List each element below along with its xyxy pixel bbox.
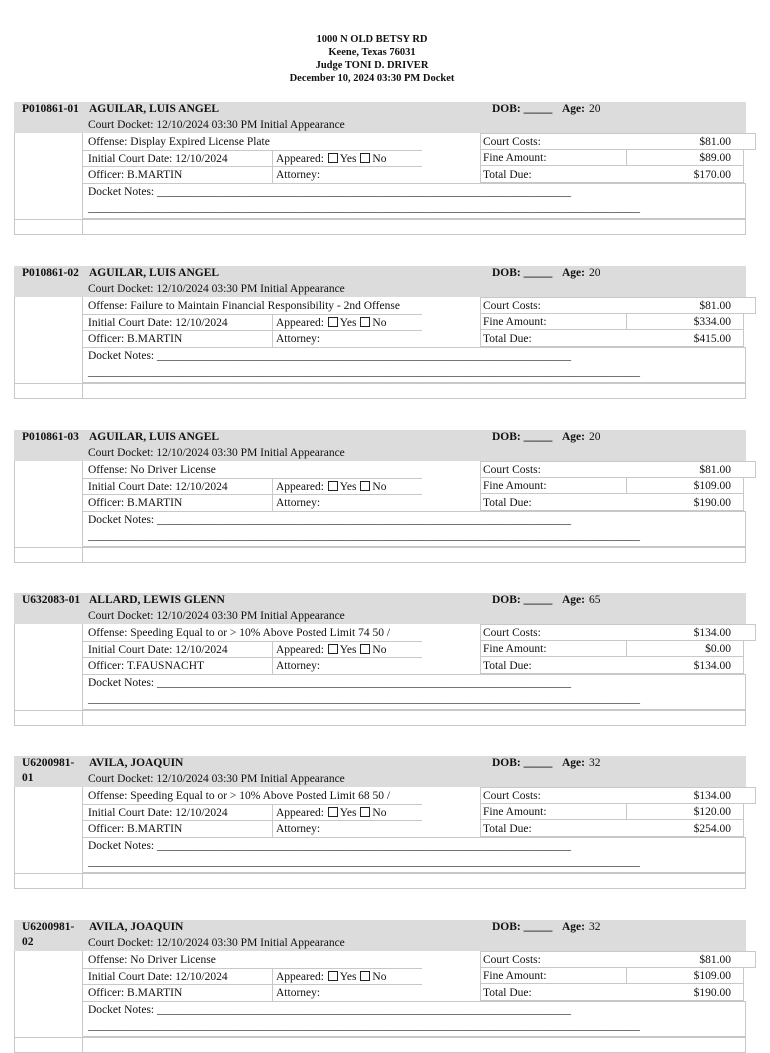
- appeared-no-checkbox[interactable]: [360, 807, 370, 817]
- appeared-label: Appeared:: [276, 481, 324, 493]
- case-block: [14, 102, 746, 235]
- docket-notes-label: Docket Notes: ________________________________________________________________________: [88, 514, 571, 526]
- appeared-no-checkbox[interactable]: [360, 971, 370, 981]
- no-label: No: [372, 971, 387, 983]
- appeared-field: [276, 970, 386, 984]
- appeared-no-checkbox[interactable]: [360, 317, 370, 327]
- fine-amount-label: Fine Amount:: [483, 152, 547, 164]
- col-divider: [272, 151, 273, 183]
- col-divider: [272, 642, 273, 674]
- appeared-label: Appeared:: [276, 644, 324, 656]
- age-value: 32: [589, 757, 601, 769]
- appeared-field: [276, 643, 386, 657]
- offense: Offense: No Driver License: [88, 464, 216, 476]
- appeared-yes-checkbox[interactable]: [328, 153, 338, 163]
- case-footer-row: [14, 219, 746, 235]
- defendant-name: AVILA, JOAQUIN: [89, 921, 184, 933]
- fine-amount-value: $120.00: [693, 806, 731, 818]
- docket-date: December 10, 2024 03:30 PM Docket: [289, 73, 455, 84]
- left-border: [14, 951, 15, 1038]
- docket-header: [0, 33, 744, 85]
- appeared-no-checkbox[interactable]: [360, 153, 370, 163]
- officer: Officer: B.MARTIN: [88, 823, 183, 835]
- court-costs-label: Court Costs:: [483, 954, 541, 966]
- col-divider: [272, 315, 273, 347]
- col-divider: [626, 149, 627, 166]
- row-divider: [82, 494, 422, 495]
- fine-amount-label: Fine Amount:: [483, 316, 547, 328]
- yes-label: Yes: [339, 807, 357, 819]
- age-label: Age:: [562, 103, 585, 115]
- total-due-label: Total Due:: [483, 497, 532, 509]
- age-value: 20: [589, 267, 601, 279]
- row-divider: [82, 657, 422, 658]
- no-label: No: [372, 644, 387, 656]
- docket-notes-label: Docket Notes: ________________________________________________________________________: [88, 677, 571, 689]
- appeared-label: Appeared:: [276, 807, 324, 819]
- attorney-label: Attorney:: [276, 987, 321, 999]
- yes-label: Yes: [339, 971, 357, 983]
- row-divider: [82, 150, 422, 151]
- row-divider: [82, 820, 422, 821]
- appeared-label: Appeared:: [276, 153, 324, 165]
- court-docket: Court Docket: 12/10/2024 03:30 PM Initial Appearance: [88, 283, 345, 295]
- col-divider: [82, 383, 83, 399]
- court-address: 1000 N OLD BETSY RD: [316, 34, 428, 45]
- appeared-label: Appeared:: [276, 971, 324, 983]
- row-divider: [82, 641, 422, 642]
- fine-amount-value: $89.00: [699, 152, 731, 164]
- court-costs-label: Court Costs:: [483, 464, 541, 476]
- row-divider: [82, 804, 422, 805]
- col-divider: [626, 803, 627, 820]
- age-value: 65: [589, 594, 601, 606]
- docket-notes-line: ________________________________________________________________________________________________: [88, 693, 640, 705]
- col-divider: [626, 967, 627, 984]
- attorney-label: Attorney:: [276, 660, 321, 672]
- docket-number: P010861-01: [22, 103, 79, 115]
- dob-label: DOB: _____: [492, 757, 553, 769]
- appeared-field: [276, 480, 386, 494]
- court-docket: Court Docket: 12/10/2024 03:30 PM Initial Appearance: [88, 773, 345, 785]
- fine-amount-label: Fine Amount:: [483, 806, 547, 818]
- officer: Officer: B.MARTIN: [88, 987, 183, 999]
- court-costs-value: $134.00: [693, 790, 731, 802]
- court-costs-value: $81.00: [699, 464, 731, 476]
- docket-notes-line: ________________________________________________________________________________________________: [88, 856, 640, 868]
- col-divider: [272, 969, 273, 1001]
- appeared-yes-checkbox[interactable]: [328, 481, 338, 491]
- dob-label: DOB: _____: [492, 921, 553, 933]
- total-due-label: Total Due:: [483, 987, 532, 999]
- appeared-field: [276, 806, 386, 820]
- fine-amount-label: Fine Amount:: [483, 480, 547, 492]
- docket-number: U6200981-01: [22, 757, 75, 784]
- case-block: [14, 266, 746, 399]
- offense: Offense: Failure to Maintain Financial Responsibility - 2nd Offense: [88, 300, 400, 312]
- no-label: No: [372, 481, 387, 493]
- yes-label: Yes: [339, 317, 357, 329]
- judge-name: Judge TONI D. DRIVER: [315, 60, 429, 71]
- case-block: [14, 593, 746, 726]
- total-due-label: Total Due:: [483, 333, 532, 345]
- appeared-label: Appeared:: [276, 317, 324, 329]
- left-border: [14, 133, 15, 220]
- initial-court-date: Initial Court Date: 12/10/2024: [88, 317, 228, 329]
- age-label: Age:: [562, 267, 585, 279]
- docket-notes-line: ________________________________________________________________________________________________: [88, 366, 640, 378]
- case-block: [14, 756, 746, 889]
- col-divider: [82, 710, 83, 726]
- officer: Officer: B.MARTIN: [88, 333, 183, 345]
- docket-notes-line: ________________________________________________________________________________________________: [88, 1020, 640, 1032]
- appeared-yes-checkbox[interactable]: [328, 644, 338, 654]
- offense: Offense: No Driver License: [88, 954, 216, 966]
- attorney-label: Attorney:: [276, 823, 321, 835]
- initial-court-date: Initial Court Date: 12/10/2024: [88, 481, 228, 493]
- officer: Officer: T.FAUSNACHT: [88, 660, 205, 672]
- defendant-name: AVILA, JOAQUIN: [89, 757, 184, 769]
- age-value: 20: [589, 431, 601, 443]
- row-divider: [82, 330, 422, 331]
- no-label: No: [372, 807, 387, 819]
- case-footer-row: [14, 873, 746, 889]
- court-costs-value: $81.00: [699, 300, 731, 312]
- docket-notes-line: ________________________________________________________________________________________________: [88, 202, 640, 214]
- left-border: [14, 787, 15, 874]
- row-divider: [82, 166, 422, 167]
- yes-label: Yes: [339, 481, 357, 493]
- col-divider: [82, 1037, 83, 1053]
- age-value: 20: [589, 103, 601, 115]
- docket-number: P010861-03: [22, 431, 79, 443]
- col-divider: [82, 219, 83, 235]
- row-divider: [82, 968, 422, 969]
- court-docket: Court Docket: 12/10/2024 03:30 PM Initial Appearance: [88, 937, 345, 949]
- total-due-value: $415.00: [693, 333, 731, 345]
- initial-court-date: Initial Court Date: 12/10/2024: [88, 153, 228, 165]
- col-divider: [272, 805, 273, 837]
- total-due-label: Total Due:: [483, 169, 532, 181]
- col-divider: [82, 873, 83, 889]
- officer: Officer: B.MARTIN: [88, 169, 183, 181]
- row-divider: [82, 478, 422, 479]
- total-due-value: $190.00: [693, 497, 731, 509]
- left-border: [14, 461, 15, 548]
- dob-label: DOB: _____: [492, 267, 553, 279]
- case-block: [14, 430, 746, 563]
- docket-notes-label: Docket Notes: ________________________________________________________________________: [88, 1004, 571, 1016]
- total-due-value: $254.00: [693, 823, 731, 835]
- total-due-value: $190.00: [693, 987, 731, 999]
- row-divider: [82, 314, 422, 315]
- appeared-no-checkbox[interactable]: [360, 644, 370, 654]
- row-divider: [82, 984, 422, 985]
- total-due-value: $134.00: [693, 660, 731, 672]
- case-footer-row: [14, 1037, 746, 1053]
- attorney-label: Attorney:: [276, 497, 321, 509]
- court-costs-value: $81.00: [699, 954, 731, 966]
- yes-label: Yes: [339, 644, 357, 656]
- col-divider: [272, 479, 273, 511]
- court-docket: Court Docket: 12/10/2024 03:30 PM Initial Appearance: [88, 447, 345, 459]
- offense: Offense: Speeding Equal to or > 10% Above Posted Limit 74 50 /: [88, 627, 391, 639]
- no-label: No: [372, 317, 387, 329]
- court-costs-label: Court Costs:: [483, 300, 541, 312]
- fine-amount-label: Fine Amount:: [483, 970, 547, 982]
- col-divider: [626, 640, 627, 657]
- initial-court-date: Initial Court Date: 12/10/2024: [88, 644, 228, 656]
- yes-label: Yes: [339, 153, 357, 165]
- age-value: 32: [589, 921, 601, 933]
- col-divider: [626, 313, 627, 330]
- case-footer-row: [14, 383, 746, 399]
- court-city: Keene, Texas 76031: [328, 47, 416, 58]
- total-due-label: Total Due:: [483, 660, 532, 672]
- case-footer-row: [14, 547, 746, 563]
- age-label: Age:: [562, 594, 585, 606]
- attorney-label: Attorney:: [276, 333, 321, 345]
- age-label: Age:: [562, 431, 585, 443]
- age-label: Age:: [562, 757, 585, 769]
- no-label: No: [372, 153, 387, 165]
- initial-court-date: Initial Court Date: 12/10/2024: [88, 971, 228, 983]
- appeared-yes-checkbox[interactable]: [328, 807, 338, 817]
- defendant-name: AGUILAR, LUIS ANGEL: [89, 267, 220, 279]
- dob-label: DOB: _____: [492, 431, 553, 443]
- fine-amount-value: $109.00: [693, 970, 731, 982]
- court-costs-label: Court Costs:: [483, 627, 541, 639]
- case-footer-row: [14, 710, 746, 726]
- total-due-value: $170.00: [693, 169, 731, 181]
- fine-amount-value: $109.00: [693, 480, 731, 492]
- court-costs-label: Court Costs:: [483, 136, 541, 148]
- age-label: Age:: [562, 921, 585, 933]
- court-costs-value: $81.00: [699, 136, 731, 148]
- docket-notes-label: Docket Notes: ________________________________________________________________________: [88, 840, 571, 852]
- appeared-field: [276, 152, 386, 166]
- docket-notes-label: Docket Notes: ________________________________________________________________________: [88, 186, 571, 198]
- appeared-yes-checkbox[interactable]: [328, 317, 338, 327]
- court-costs-value: $134.00: [693, 627, 731, 639]
- dob-label: DOB: _____: [492, 594, 553, 606]
- court-docket: Court Docket: 12/10/2024 03:30 PM Initial Appearance: [88, 119, 345, 131]
- attorney-label: Attorney:: [276, 169, 321, 181]
- defendant-name: AGUILAR, LUIS ANGEL: [89, 103, 220, 115]
- offense: Offense: Display Expired License Plate: [88, 136, 270, 148]
- docket-notes-label: Docket Notes: ________________________________________________________________________: [88, 350, 571, 362]
- left-border: [14, 297, 15, 384]
- total-due-label: Total Due:: [483, 823, 532, 835]
- case-block: [14, 920, 746, 1053]
- col-divider: [626, 477, 627, 494]
- court-costs-label: Court Costs:: [483, 790, 541, 802]
- appeared-no-checkbox[interactable]: [360, 481, 370, 491]
- docket-number: U632083-01: [22, 594, 81, 606]
- docket-notes-line: ________________________________________________________________________________________________: [88, 530, 640, 542]
- appeared-yes-checkbox[interactable]: [328, 971, 338, 981]
- col-divider: [82, 547, 83, 563]
- fine-amount-label: Fine Amount:: [483, 643, 547, 655]
- dob-label: DOB: _____: [492, 103, 553, 115]
- left-border: [14, 624, 15, 711]
- appeared-field: [276, 316, 386, 330]
- fine-amount-value: $334.00: [693, 316, 731, 328]
- defendant-name: ALLARD, LEWIS GLENN: [89, 594, 225, 606]
- court-docket: Court Docket: 12/10/2024 03:30 PM Initial Appearance: [88, 610, 345, 622]
- docket-number: P010861-02: [22, 267, 79, 279]
- offense: Offense: Speeding Equal to or > 10% Above Posted Limit 68 50 /: [88, 790, 391, 802]
- initial-court-date: Initial Court Date: 12/10/2024: [88, 807, 228, 819]
- officer: Officer: B.MARTIN: [88, 497, 183, 509]
- defendant-name: AGUILAR, LUIS ANGEL: [89, 431, 220, 443]
- fine-amount-value: $0.00: [705, 643, 731, 655]
- docket-number: U6200981-02: [22, 921, 75, 948]
